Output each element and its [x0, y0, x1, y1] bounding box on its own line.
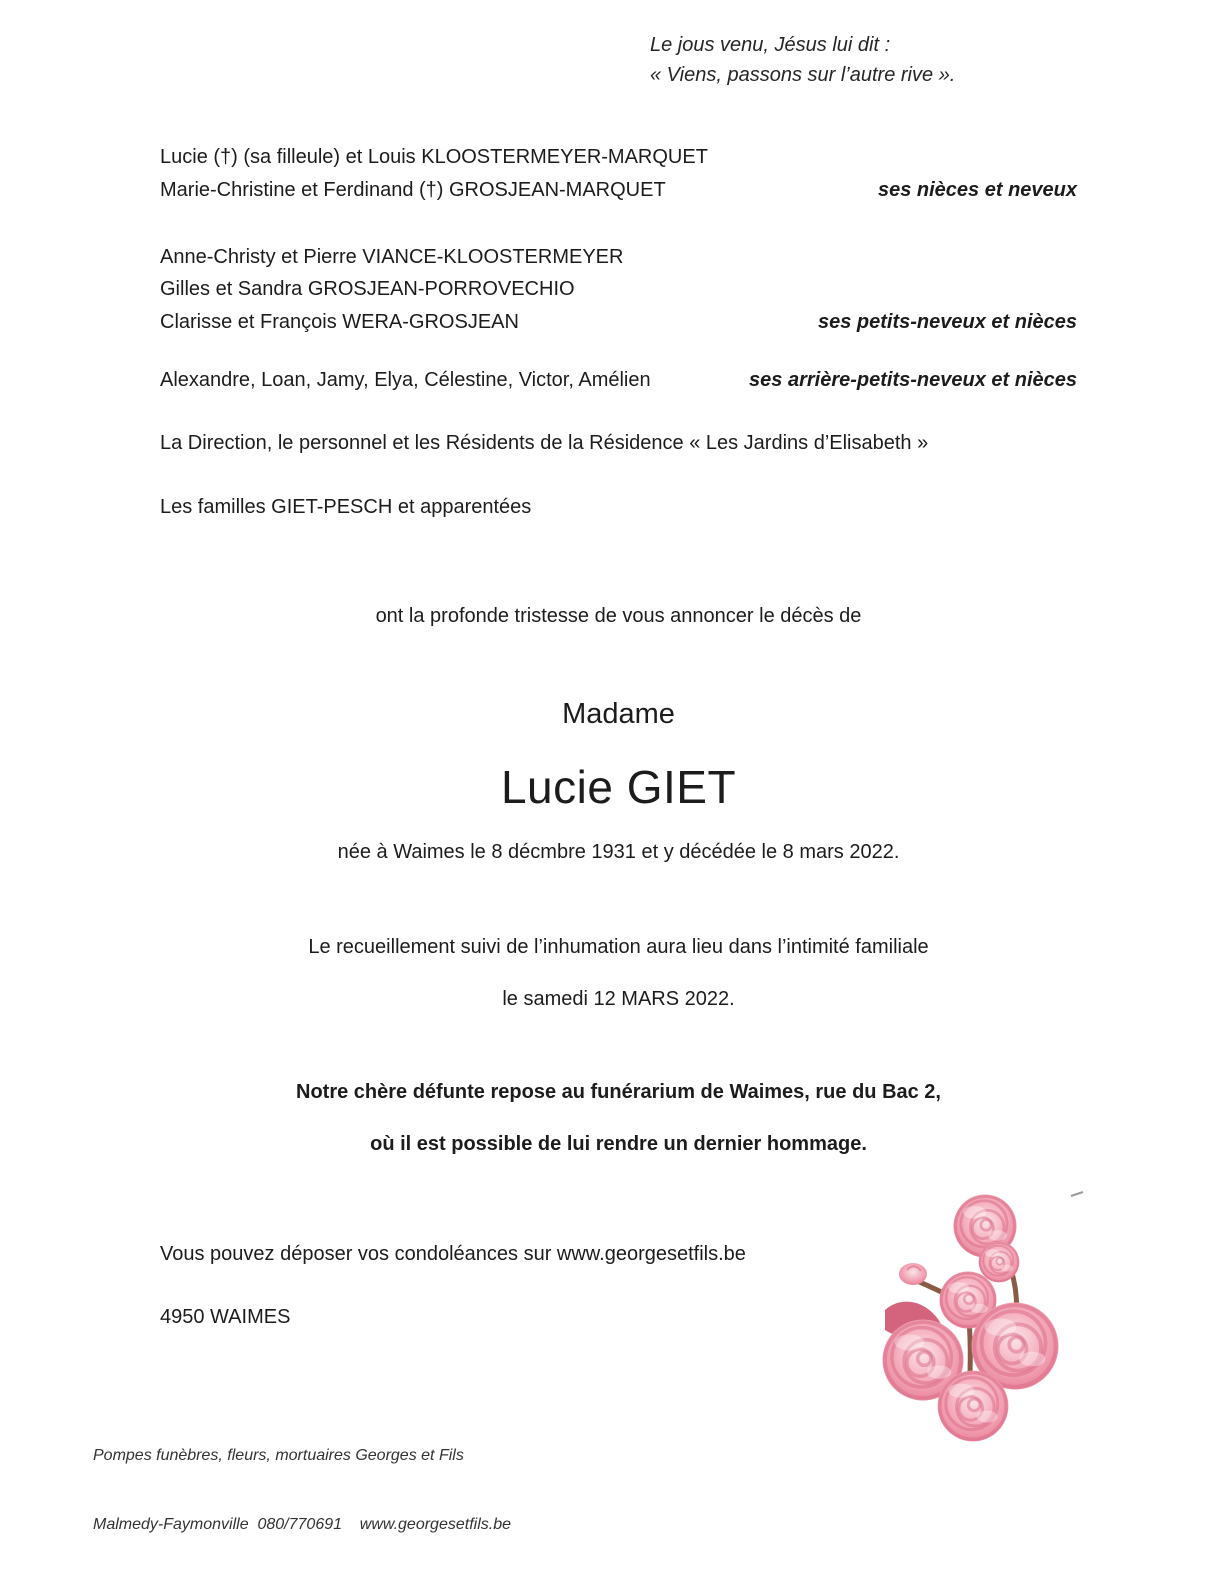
relative-row [160, 311, 1077, 334]
relative-row [160, 179, 1077, 202]
relative-line: Marie-Christine et Ferdinand (†) GROSJEAN-MARQUET [160, 179, 666, 201]
footer-line-2: Malmedy-Faymonville 080/770691 www.georgesetfils.be [93, 1516, 511, 1533]
families-line: Les familles GIET-PESCH et apparentées [160, 496, 532, 518]
repose-line-1: Notre chère défunte repose au funérarium de Waimes, rue du Bac 2, [296, 1081, 941, 1103]
relative-row [160, 369, 1077, 392]
roses-image [885, 1188, 1093, 1445]
ceremony-line-1: Le recueillement suivi de l’inhumation aura lieu dans l’intimité familiale [308, 936, 929, 958]
relation-label: ses arrière-petits-neveux et nièces [749, 369, 1077, 391]
direction-line: La Direction, le personnel et les Résidents de la Résidence « Les Jardins d’Elisabeth » [160, 432, 929, 454]
honorific: Madame [562, 698, 675, 730]
relative-line: Gilles et Sandra GROSJEAN-PORROVECHIO [160, 278, 575, 300]
deceased-name: Lucie GIET [500, 761, 737, 813]
relative-line: Clarisse et François WERA-GROSJEAN [160, 311, 519, 333]
repose-line-2: où il est possible de lui rendre un dernier hommage. [370, 1133, 867, 1155]
relative-line: Anne-Christy et Pierre VIANCE-KLOOSTERMEYER [160, 246, 624, 268]
city-line: 4950 WAIMES [160, 1306, 291, 1328]
relative-line: Alexandre, Loan, Jamy, Elya, Célestine, Victor, Amélien [160, 369, 651, 391]
funeral-home-footer [93, 1398, 511, 1582]
announcement-intro: ont la profonde tristesse de vous annoncer le décès de [375, 605, 862, 627]
quote-line-1: Le jous venu, Jésus lui dit : [650, 34, 891, 56]
footer-line-1: Pompes funèbres, fleurs, mortuaires Georges et Fils [93, 1447, 464, 1464]
life-dates: née à Waimes le 8 décmbre 1931 et y décédée le 8 mars 2022. [337, 841, 900, 863]
scripture-quote [650, 30, 955, 90]
ceremony-line-2: le samedi 12 MARS 2022. [502, 988, 735, 1010]
relation-label: ses petits-neveux et nièces [817, 311, 1077, 333]
quote-line-2: « Viens, passons sur l’autre rive ». [650, 64, 956, 86]
condolences-line: Vous pouvez déposer vos condoléances sur www.georgesetfils.be [160, 1243, 746, 1265]
relative-line: Lucie (†) (sa filleule) et Louis KLOOSTERMEYER-MARQUET [160, 146, 708, 168]
relation-label: ses nièces et neveux [877, 179, 1077, 201]
